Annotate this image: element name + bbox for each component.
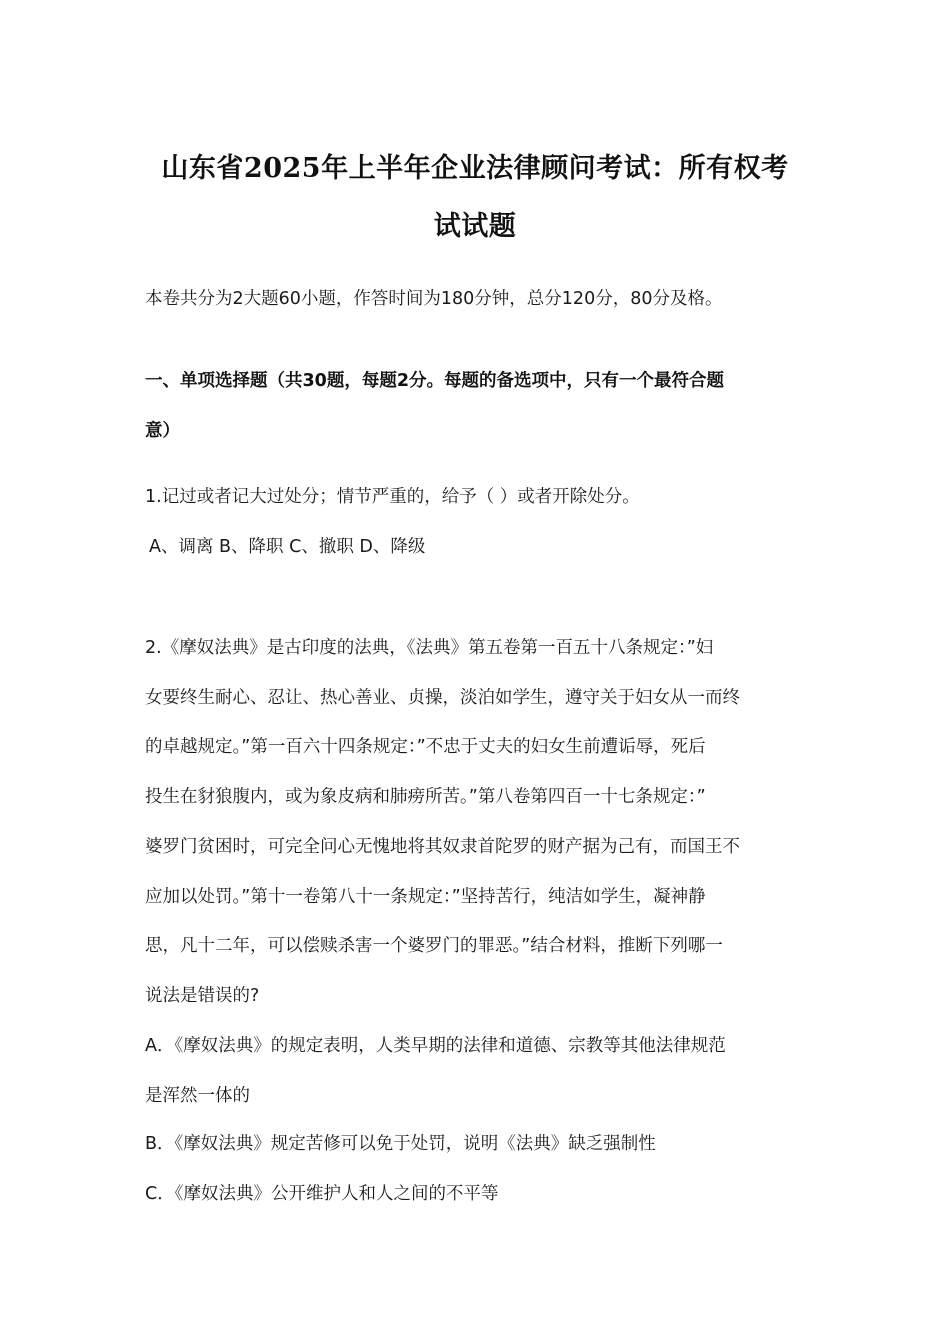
question-2-line: 应加以处罚。”第十一卷第八十一条规定：”坚持苦行，纯洁如学生，凝神静 [145,886,706,907]
question-1-options: A、调离 B、降职 C、撤职 D、降级 [149,537,426,557]
exam-intro: 本卷共分为2大题60小题，作答时间为180分钟，总分120分，80分及格。 [145,289,723,309]
option-a-line-2: 是浑然一体的 [145,1085,250,1106]
question-2-line: 投生在豺狼腹内，或为象皮病和肺痨所苦。”第八卷第四百一十七条规定：” [145,787,706,808]
section-heading-line-1: 一、单项选择题（共30题，每题2分。每题的备选项中，只有一个最符合题 [145,371,725,391]
section-heading-single-choice [145,356,810,456]
option-a-line-1: A．《摩奴法典》的规定表明，人类早期的法律和道德、宗教等其他法律规范 [145,1036,726,1056]
question-2-line: 思，凡十二年，可以偿赎杀害一个婆罗门的罪恶。”结合材料，推断下列哪一 [145,936,723,957]
question-2-line: 说法是错误的? [145,985,260,1006]
option-b-line: B．《摩奴法典》规定苦修可以免于处罚，说明《法典》缺乏强制性 [145,1134,656,1154]
question-2-line: 2.《摩奴法典》是古印度的法典，《法典》第五卷第一百五十八条规定：”妇 [145,638,714,658]
question-2-option-c [145,1170,810,1220]
title-line-1: 山东省2025年上半年企业法律顾问考试：所有权考 [161,153,789,184]
question-2-stem [145,624,810,1022]
option-c-line: C．《摩奴法典》公开维护人和人之间的不平等 [145,1184,499,1204]
question-2-line: 的卓越规定。”第一百六十四条规定：”不忠于丈夫的妇女生前遭诟辱，死后 [145,737,706,758]
title-line-2: 试试题 [433,211,517,242]
question-2-option-b [145,1120,810,1170]
question-1-stem: 1.记过或者记大过处分；情节严重的，给予（ ）或者开除处分。 [145,487,640,507]
question-2-option-a [145,1022,810,1121]
question-2-line: 女要终生耐心、忍让、热心善业、贞操，淡泊如学生，遵守关于妇女从一而终 [145,687,740,708]
section-heading-line-2: 意） [145,421,180,441]
document-title [125,140,825,256]
question-2-line: 婆罗门贫困时，可完全问心无愧地将其奴隶首陀罗的财产据为己有，而国王不 [145,836,740,857]
